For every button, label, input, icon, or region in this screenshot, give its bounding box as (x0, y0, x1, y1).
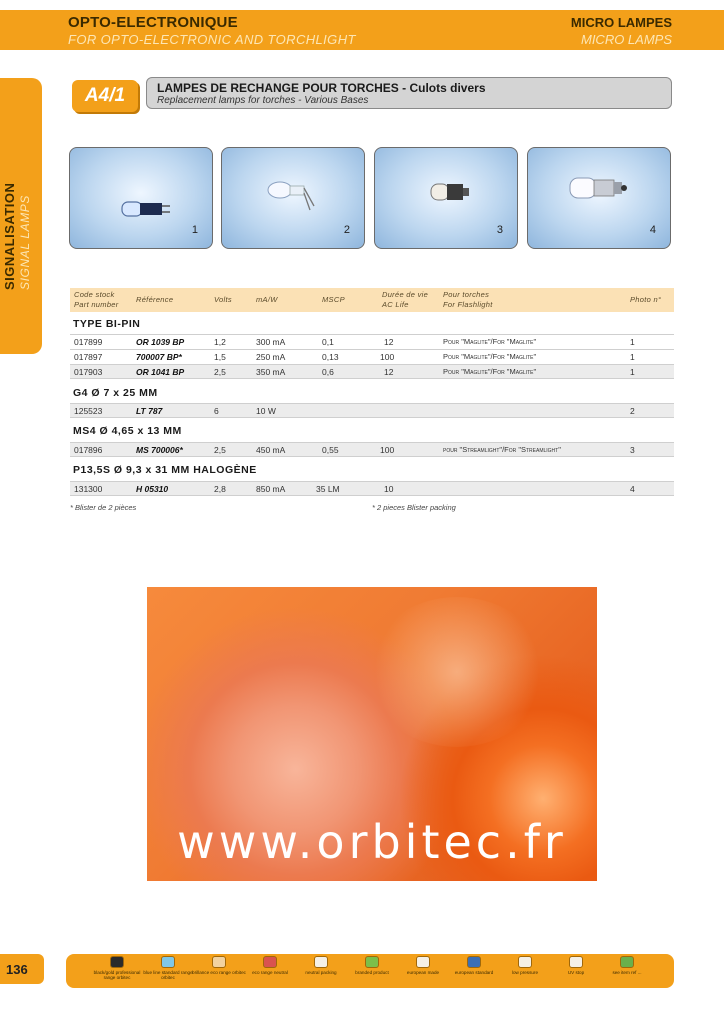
legend-label: branded product (355, 970, 389, 975)
legend-item (498, 956, 552, 975)
col-mscp: MSCP (322, 295, 345, 304)
photo-number: 3 (496, 224, 503, 236)
legend-item (447, 956, 501, 975)
legend-label: black/gold professional range orbitec (93, 970, 141, 981)
page-number: 136 (6, 962, 28, 977)
legend-icon (416, 956, 430, 968)
table-row: 017897 700007 BP* 1,5 250 mA 0,13 100 Pour "Maglite"/For "Maglite" 1 (70, 349, 674, 364)
legend-icon (314, 956, 328, 968)
photo-panel-3 (374, 147, 518, 249)
col-code: Code stock Part number (74, 290, 119, 309)
header-right-title: MICRO LAMPES (570, 15, 672, 30)
banner-glow (367, 597, 547, 747)
legend-icon (365, 956, 379, 968)
col-life: Durée de vie AC Life (382, 290, 429, 309)
header-title: OPTO-ELECTRONIQUE (68, 14, 238, 31)
legend-item (141, 956, 195, 981)
header-right-subtitle: MICRO LAMPS (580, 32, 672, 47)
note-en: * 2 pieces Blister packing (372, 503, 456, 512)
col-photo: Photo n° (630, 295, 662, 304)
side-tab-subtitle: SIGNAL LAMPS (18, 194, 32, 290)
legend-item (549, 956, 603, 975)
legend-label: low pressure (511, 970, 539, 975)
legend-item (243, 956, 297, 975)
legend-icon (620, 956, 634, 968)
table-row: 017903 OR 1041 BP 2,5 350 mA 0,6 12 Pour "Maglite"/For "Maglite" 1 (70, 364, 674, 379)
table-row: 017896 MS 700006* 2,5 450 mA 0,55 100 pour "Streamlight"/For "Streamlight" 3 (70, 442, 674, 457)
legend-label: european standard (454, 970, 494, 975)
legend-icon (518, 956, 532, 968)
group-title: G4 Ø 7 x 25 MM (73, 387, 158, 399)
group-title: P13,5S Ø 9,3 x 31 MM HALOGÈNE (73, 464, 257, 476)
group-title: MS4 Ø 4,65 x 13 MM (73, 425, 182, 437)
col-torch: Pour torches For Flashlight (443, 290, 493, 309)
legend-item (294, 956, 348, 975)
section-title-box (146, 77, 672, 109)
legend-item (345, 956, 399, 975)
legend-item (396, 956, 450, 975)
table-header (70, 288, 674, 312)
legend-label: brillance eco range orbitec (192, 970, 246, 975)
note-fr: * Blister de 2 pièces (70, 503, 137, 512)
page-number-tab (0, 954, 44, 984)
legend-icon (569, 956, 583, 968)
photo-panel-4 (527, 147, 671, 249)
legend-icon (263, 956, 277, 968)
header-subtitle: FOR OPTO-ELECTRONIC AND TORCHLIGHT (68, 32, 356, 47)
banner-url[interactable]: www.orbitec.fr (177, 815, 567, 869)
photo-panel-2 (221, 147, 365, 249)
side-tab-title: SIGNALISATION (2, 182, 17, 290)
legend-icon (161, 956, 175, 968)
legend-label: european made (406, 970, 440, 975)
section-subtitle: Replacement lamps for torches - Various Bases (157, 95, 369, 106)
table-row: 017899 OR 1039 BP 1,2 300 mA 0,1 12 Pour "Maglite"/For "Maglite" 1 (70, 334, 674, 349)
side-tab-text (2, 183, 32, 290)
legend-label: eco range neutral (252, 970, 288, 975)
col-ma: mA/W (256, 295, 278, 304)
legend-icon (110, 956, 124, 968)
col-reference: Référence (136, 295, 174, 304)
photo-number: 1 (191, 224, 198, 236)
legend-item (600, 956, 654, 975)
table-row: 131300 H 05310 2,8 850 mA 35 LM 10 4 (70, 481, 674, 496)
photo-number: 4 (649, 224, 656, 236)
legend-icon (467, 956, 481, 968)
col-volts: Volts (214, 295, 232, 304)
legend-icon (212, 956, 226, 968)
photo-number: 2 (343, 224, 350, 236)
table-row: 125523 LT 787 6 10 W 2 (70, 403, 674, 418)
legend-label: see item ref ... (612, 970, 642, 975)
section-badge (72, 80, 138, 112)
section-title: LAMPES DE RECHANGE POUR TORCHES - Culots divers (157, 81, 486, 95)
photo-panel-1 (69, 147, 213, 249)
legend-label: blue line standard range orbitec (143, 970, 193, 981)
legend-label: UV stop (567, 970, 585, 975)
section-badge-label: A4/1 (84, 85, 126, 106)
legend-label: neutral packing (305, 970, 337, 975)
legend-item (90, 956, 144, 981)
legend-item (192, 956, 246, 975)
group-title: TYPE BI-PIN (73, 318, 141, 330)
footer-legend (66, 954, 674, 988)
orbitec-banner (147, 587, 597, 881)
